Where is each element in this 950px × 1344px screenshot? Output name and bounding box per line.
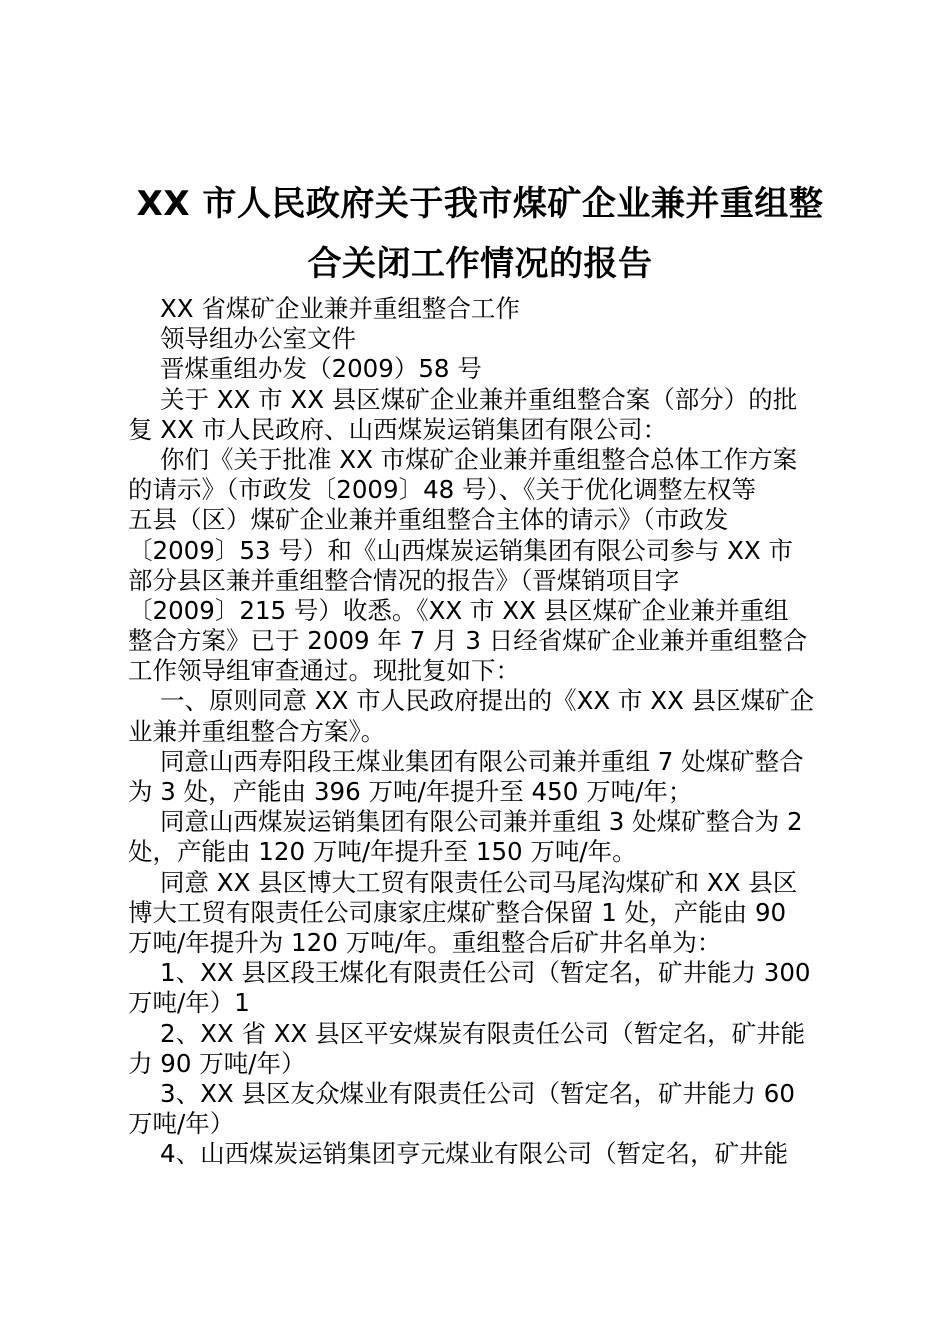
body-line: 2、XX 省 XX 县区平安煤炭有限责任公司（暂定名，矿井能 (160, 1018, 806, 1048)
body-line: 整合方案》已于 2009 年 7 月 3 日经省煤矿企业兼并重组整合 (128, 626, 808, 656)
body-line: 晋煤重组办发（2009）58 号 (160, 354, 482, 384)
body-line: 业兼并重组整合方案》。 (128, 716, 386, 746)
body-line: 关于 XX 市 XX 县区煤矿企业兼并重组整合案（部分）的批 (160, 384, 798, 414)
body-line: 力 90 万吨/年） (128, 1048, 306, 1078)
body-line: 同意山西寿阳段王煤业集团有限公司兼并重组 7 处煤矿整合 (160, 746, 804, 776)
body-line: 万吨/年）1 (128, 988, 250, 1018)
body-line: 〔2009〕215 号）收悉。《XX 市 XX 县区煤矿企业兼并重组 (128, 595, 789, 625)
body-line: 4、山西煤炭运销集团亨元煤业有限公司（暂定名，矿井能 (160, 1139, 789, 1169)
body-line: 万吨/年提升为 120 万吨/年。重组整合后矿井名单为： (128, 927, 722, 957)
body-line: XX 省煤矿企业兼并重组整合工作 (160, 294, 520, 323)
body-line: 同意山西煤炭运销集团有限公司兼并重组 3 处煤矿整合为 2 (160, 807, 803, 837)
body-line: 的请示》（市政发〔2009〕48 号）、《关于优化调整左权等 (128, 475, 757, 505)
body-line: 部分县区兼并重组整合情况的报告》（晋煤销项目字 (128, 565, 680, 595)
body-line: 复 XX 市人民政府、山西煤炭运销集团有限公司： (128, 414, 668, 444)
body-line: 同意 XX 县区博大工贸有限责任公司马尾沟煤矿和 XX 县区 (160, 867, 798, 897)
body-line: 工作领导组审查通过。现批复如下： (128, 656, 520, 686)
body-line: 为 3 处，产能由 396 万吨/年提升至 450 万吨/年； (128, 777, 693, 806)
body-line: 1、XX 县区段王煤化有限责任公司（暂定名，矿井能力 300 (160, 958, 811, 988)
body-line: 五县（区）煤矿企业兼并重组整合主体的请示》（市政发 (128, 505, 729, 535)
body-line: 万吨/年） (128, 1109, 235, 1139)
document-title-line-2: 合关闭工作情况的报告 (307, 244, 653, 284)
document-body (128, 294, 838, 1169)
body-line: 你们《关于批准 XX 市煤矿企业兼并重组整合总体工作方案 (160, 444, 798, 474)
body-line: 〔2009〕53 号）和《山西煤炭运销集团有限公司参与 XX 市 (128, 535, 793, 565)
body-line: 博大工贸有限责任公司康家庄煤矿整合保留 1 处，产能由 90 (128, 897, 787, 927)
body-line: 一、原则同意 XX 市人民政府提出的《XX 市 XX 县区煤矿企 (160, 686, 815, 716)
document-title-line-1: XX 市人民政府关于我市煤矿企业兼并重组整 (136, 184, 824, 224)
body-line: 领导组办公室文件 (160, 324, 356, 354)
body-line: 处，产能由 120 万吨/年提升至 150 万吨/年。 (128, 837, 637, 867)
body-line: 3、XX 县区友众煤业有限责任公司（暂定名，矿井能力 60 (160, 1078, 795, 1108)
